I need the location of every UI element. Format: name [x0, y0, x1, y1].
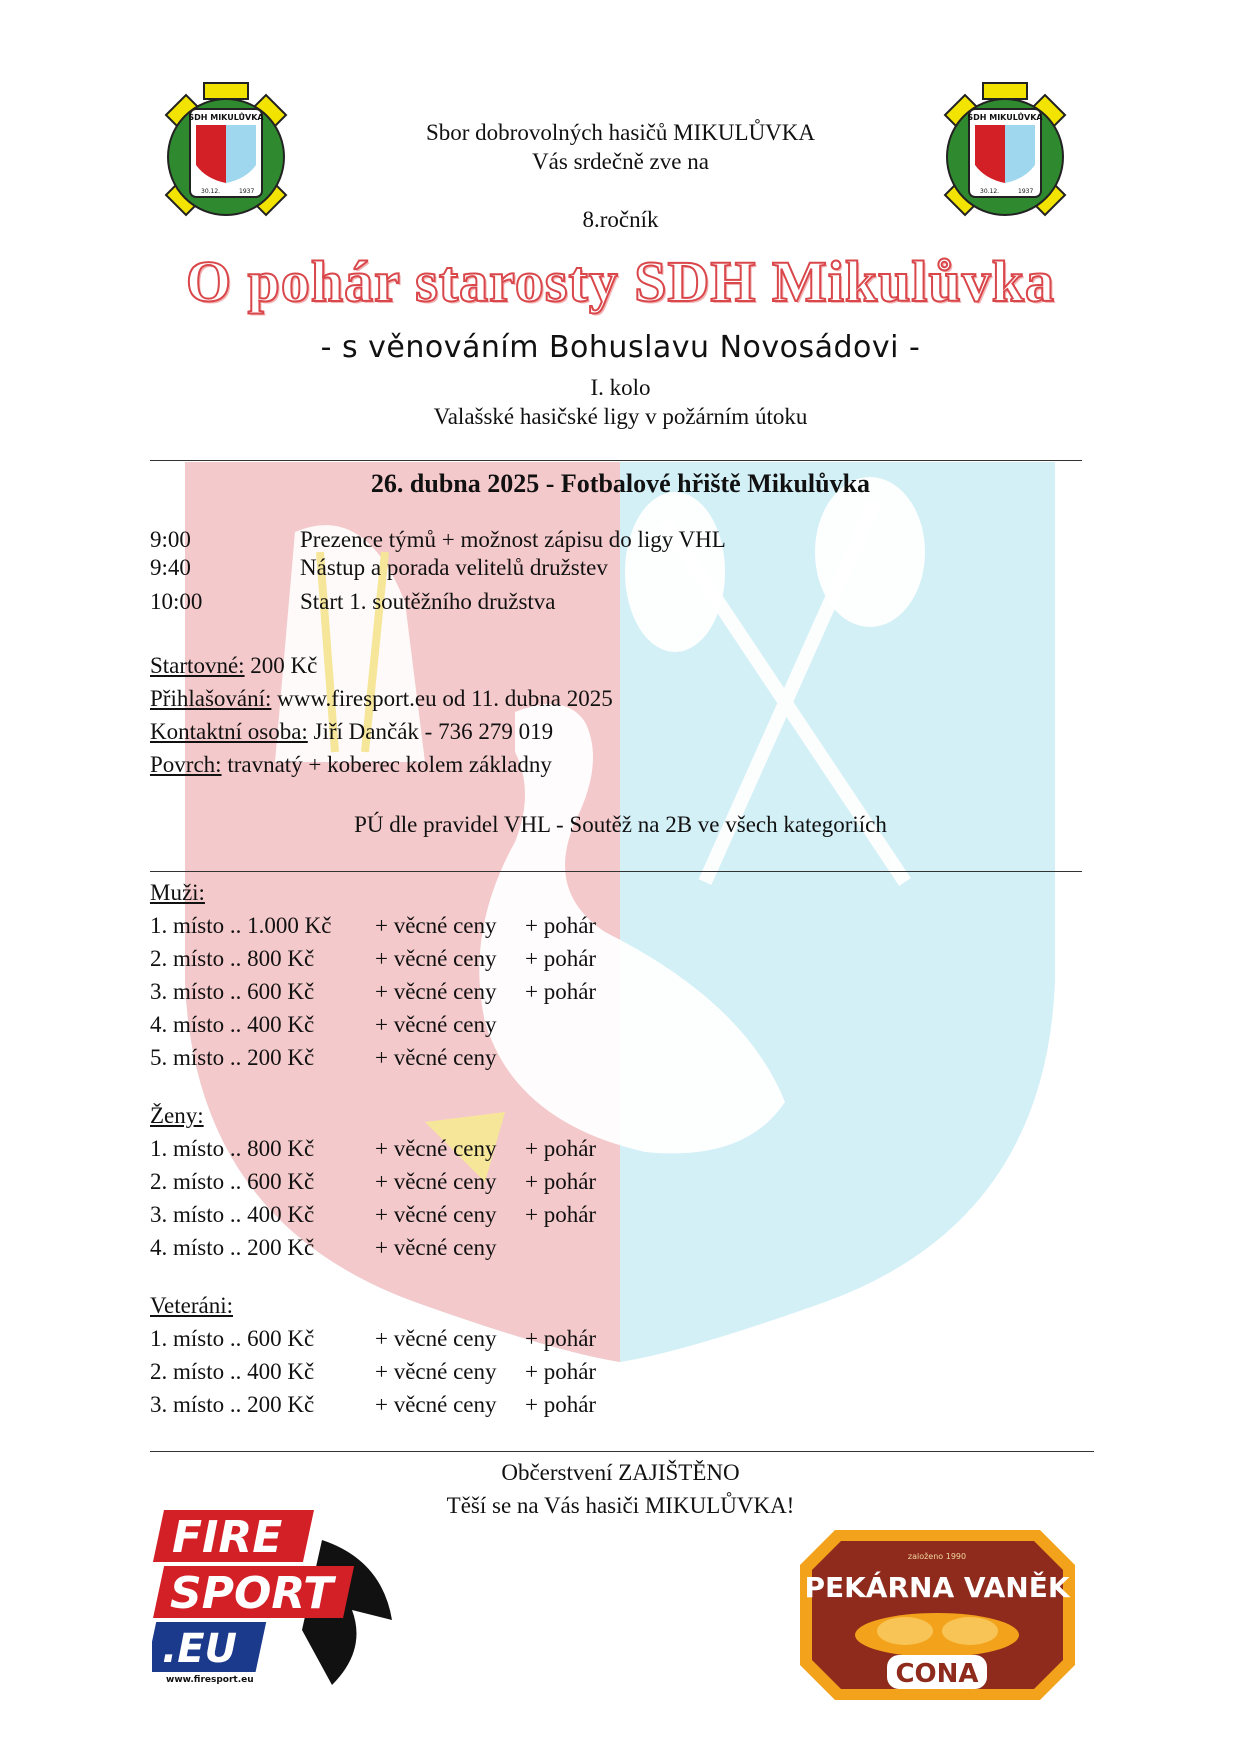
svg-text:30.12.: 30.12. [201, 188, 221, 195]
refreshment-line: Občerstvení ZAJIŠTĚNO [501, 1460, 740, 1485]
svg-text:30.12.: 30.12. [980, 188, 1000, 195]
schedule-time-3: 10:00 [150, 589, 203, 614]
info-contact: Kontaktní osoba: Jiří Dančák - 736 279 019 [150, 719, 554, 744]
schedule-text-3: Start 1. soutěžního družstva [300, 589, 556, 614]
info-registration: Přihlašování: www.firesport.eu od 11. dubna 2025 [150, 686, 613, 711]
svg-text:založeno 1990: založeno 1990 [907, 1552, 967, 1561]
svg-text:SDH MIKULŮVKA: SDH MIKULŮVKA [967, 113, 1043, 122]
divider-bottom [150, 1451, 1094, 1452]
schedule-time-1: 9:00 [150, 527, 191, 552]
event-line: 26. dubna 2025 - Fotbalové hřiště Mikulůvka [370, 469, 871, 498]
invite-line: Vás srdečně zve na [532, 149, 709, 174]
divider-middle [150, 871, 1082, 872]
league: Valašské hasičské ligy v požárním útoku [433, 404, 808, 429]
svg-text:SPORT: SPORT [170, 1568, 334, 1619]
svg-text:www.firesport.eu: www.firesport.eu [166, 1675, 254, 1685]
pekarna-vanek-logo [795, 1525, 1080, 1705]
page-title: O pohár starosty SDH Mikulůvka [185, 249, 1056, 314]
svg-text:CONA: CONA [895, 1659, 979, 1689]
org-line: Sbor dobrovolných hasičů MIKULŮVKA [425, 120, 816, 145]
info-fee: Startovné: 200 Kč [150, 653, 318, 678]
svg-text:FIRE: FIRE [172, 1512, 283, 1563]
svg-text:1937: 1937 [239, 188, 255, 195]
divider-top [150, 460, 1082, 461]
info-surface: Povrch: travnatý + koberec kolem základny [150, 752, 552, 777]
svg-text:PEKÁRNA VANĚK: PEKÁRNA VANĚK [804, 1571, 1070, 1604]
category-women: Ženy: [150, 1103, 204, 1128]
category-men: Muži: [150, 880, 205, 905]
greeting-line: Těší se na Vás hasiči MIKULŮVKA! [446, 1493, 795, 1518]
edition: 8.ročník [582, 207, 659, 232]
schedule-time-2: 9:40 [150, 555, 191, 580]
schedule-text-2: Nástup a porada velitelů družstev [300, 555, 608, 580]
firesport-logo [152, 1510, 392, 1685]
svg-text:.EU: .EU [162, 1626, 237, 1672]
schedule-text-1: Prezence týmů + možnost zápisu do ligy VHL [300, 527, 726, 552]
svg-text:1937: 1937 [1018, 188, 1034, 195]
round: I. kolo [590, 375, 651, 400]
rules-line: PÚ dle pravidel VHL - Soutěž na 2B ve všech kategoriích [354, 812, 887, 837]
svg-text:SDH MIKULŮVKA: SDH MIKULŮVKA [188, 113, 264, 122]
subtitle: - s věnováním Bohuslavu Novosádovi - [320, 330, 921, 365]
category-veterans: Veteráni: [150, 1293, 234, 1318]
